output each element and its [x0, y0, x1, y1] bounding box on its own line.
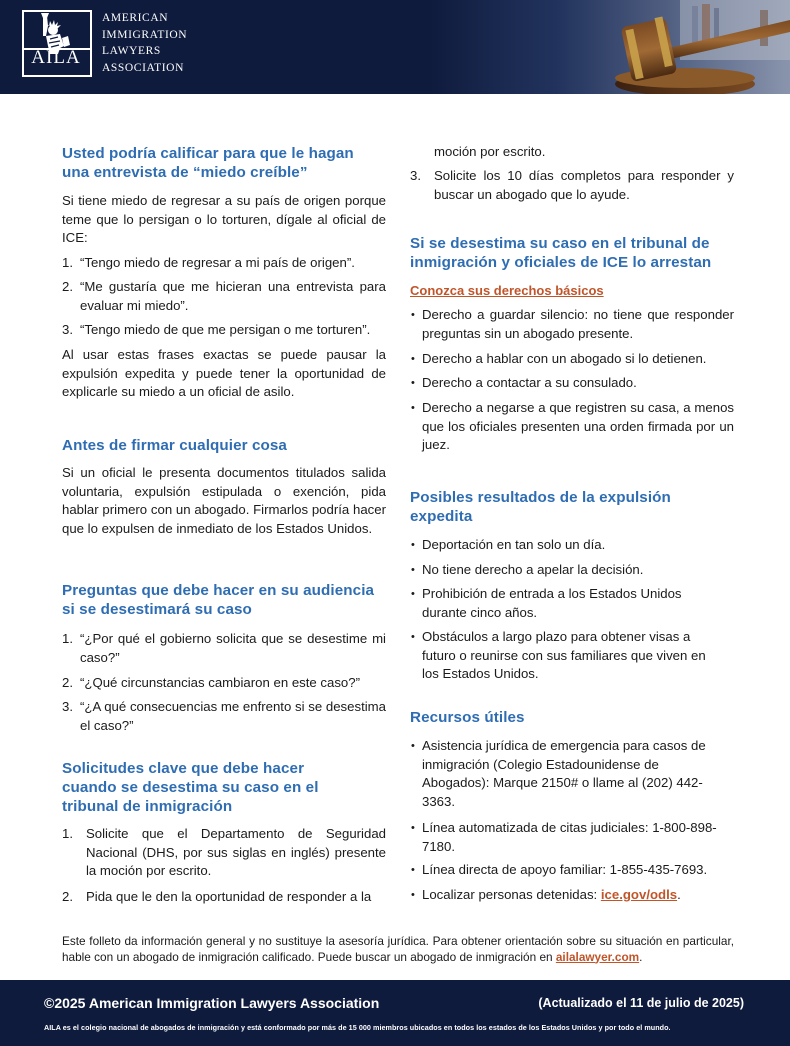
logo-wordmark: AILA — [31, 47, 81, 68]
period: . — [639, 949, 643, 964]
organization-name — [102, 10, 222, 76]
section-heading-before-signing: Antes de firmar cualquier cosa — [62, 437, 287, 454]
bullet-icon: • — [411, 309, 415, 321]
list-item-text: Solicite que el Departamento de Seguridad Nacional (DHS, por sus siglas en inglés) presente la moción por escrito. — [86, 826, 386, 878]
list-item-text — [422, 886, 734, 905]
bullet-icon: • — [411, 564, 415, 576]
list-item-text: Derecho a hablar con un abogado si lo detienen. — [422, 351, 707, 366]
list-item-text-continued — [86, 888, 386, 907]
list-item-text: “Tengo miedo de que me persigan o me torturen”. — [80, 322, 371, 337]
list-number: 3. — [62, 322, 73, 337]
list-item-text: Prohibición de entrada a los Estados Unidos durante cinco años. — [422, 586, 682, 620]
org-name-line: AMERICAN — [102, 12, 169, 24]
list-number: 2. — [62, 279, 73, 294]
bullet-icon: • — [411, 539, 415, 551]
list-item-text: No tiene derecho a apelar la decisión. — [422, 562, 644, 577]
org-name-line: IMMIGRATION — [102, 28, 188, 41]
credible-fear-outro: Al usar estas frases exactas se puede pausar la expulsión expedita y puede tener la oportunidad de explicarle su miedo a un oficial de asilo. — [62, 347, 386, 399]
list-item-text: “¿A qué consecuencias me enfrento si se desestima el caso?” — [80, 699, 386, 733]
page-header — [0, 0, 790, 94]
org-name-line: LAWYERS — [102, 45, 161, 57]
list-item-text: Obstáculos a largo plazo para obtener visas a futuro o reunirse con sus familiares que viven en los Estados Unidos. — [422, 629, 706, 681]
rights-subheading: Conozca sus derechos básicos — [410, 283, 604, 298]
list-item-text: Línea directa de apoyo familiar: 1-855-435-7693. — [422, 862, 708, 877]
credible-fear-intro: Si tiene miedo de regresar a su país de origen porque teme que lo persigan o lo torturen, dígale al oficial de ICE: — [62, 193, 386, 245]
list-item-text: “Tengo miedo de regresar a mi país de origen”. — [80, 255, 355, 270]
list-item-text: Solicite los 10 días completos para responder y buscar un abogado que lo ayude. — [434, 168, 734, 202]
list-item-text: “¿Qué circunstancias cambiaron en este caso?” — [80, 675, 360, 690]
list-item-text-continuation: moción por escrito. — [434, 144, 546, 159]
detainee-locator-label: Localizar personas detenidas: — [422, 887, 601, 902]
section-heading-arrest: Si se desestima su caso en el tribunal de inmigración y oficiales de ICE lo arrestan — [410, 235, 712, 271]
section-heading-outcomes: Posibles resultados de la expulsión expedita — [410, 489, 671, 525]
list-number: 3. — [410, 168, 421, 183]
bullet-icon: • — [411, 402, 415, 414]
section-heading-resources: Recursos útiles — [410, 709, 525, 726]
section-heading-questions: Preguntas que debe hacer en su audiencia si se desestimará su caso — [62, 582, 375, 618]
list-number: 3. — [62, 699, 73, 714]
bullet-icon: • — [411, 889, 415, 901]
list-item-text: Derecho a guardar silencio: no tiene que responder preguntas sin un abogado presente. — [422, 307, 734, 341]
period: . — [677, 887, 681, 902]
list-item-text: Deportación en tan solo un día. — [422, 537, 606, 552]
section-heading-requests: Solicitudes clave que debe hacer cuando se desestima su caso en el tribunal de inmigración — [62, 760, 319, 815]
list-item-continuation — [434, 143, 734, 162]
list-item-text: Derecho a negarse a que registren su casa, a menos que los oficiales presenten una orden firmada por un juez. — [422, 400, 734, 452]
list-number: 1. — [62, 255, 73, 270]
bullet-icon: • — [411, 631, 415, 643]
list-item-text: Línea automatizada de citas judiciales: 1-800-898-7180. — [422, 820, 717, 854]
bullet-icon: • — [411, 377, 415, 389]
list-item-text: Asistencia jurídica de emergencia para casos de inmigración (Colegio Estadounidense de Abogados): Marque 2150# o llame al (202) 442-3363. — [422, 738, 706, 809]
copyright: ©2025 American Immigration Lawyers Association — [44, 995, 380, 1011]
list-item-text: Derecho a contactar a su consulado. — [422, 375, 637, 390]
list-item-text: “Me gustaría que me hicieran una entrevista para evaluar mi miedo”. — [80, 279, 386, 313]
bullet-icon: • — [411, 588, 415, 600]
list-number: 1. — [62, 826, 73, 841]
bullet-icon: • — [411, 822, 415, 834]
bullet-icon: • — [411, 864, 415, 876]
updated-date: (Actualizado el 11 de julio de 2025) — [538, 996, 744, 1010]
disclaimer — [62, 934, 734, 965]
list-number: 1. — [62, 631, 73, 646]
section-heading-credible-fear: Usted podría calificar para que le hagan una entrevista de “miedo creíble” — [62, 145, 354, 181]
ailalawyer-link[interactable]: ailalawyer.com — [555, 949, 640, 964]
ice-odls-link[interactable]: ice.gov/odls — [600, 887, 678, 902]
disclaimer-text: Este folleto da información general y no sustituye la asesoría jurídica. Para obtener orientación sobre su situación en particular, hable con un abogado de inmigración calificado. Puede buscar un abogado de inmigración en — [62, 934, 734, 964]
list-number: 2. — [62, 889, 73, 904]
gavel-photo — [430, 0, 790, 94]
before-signing-text: Si un oficial le presenta documentos titulados salida voluntaria, expulsión estipulada o exención, pida hablar primero con un abogado. Firmarlos podría hacer que lo expulsen de inmediato de los Estados Unidos. — [62, 465, 386, 536]
bullet-icon: • — [411, 740, 415, 752]
list-number: 2. — [62, 675, 73, 690]
org-name-line: ASSOCIATION — [102, 61, 184, 74]
organization-note: AILA es el colegio nacional de abogados de inmigración y está conformado por más de 15 000 miembros ubicados en todos los estados de los Estados Unidos y por todo el mundo. — [44, 1023, 671, 1032]
page-footer — [0, 980, 790, 1046]
list-item-text: “¿Por qué el gobierno solicita que se desestime mi caso?” — [80, 631, 386, 665]
bullet-icon: • — [411, 353, 415, 365]
list-item — [62, 888, 386, 907]
list-item-text: Pida que le den la oportunidad de responder a la — [86, 889, 372, 904]
